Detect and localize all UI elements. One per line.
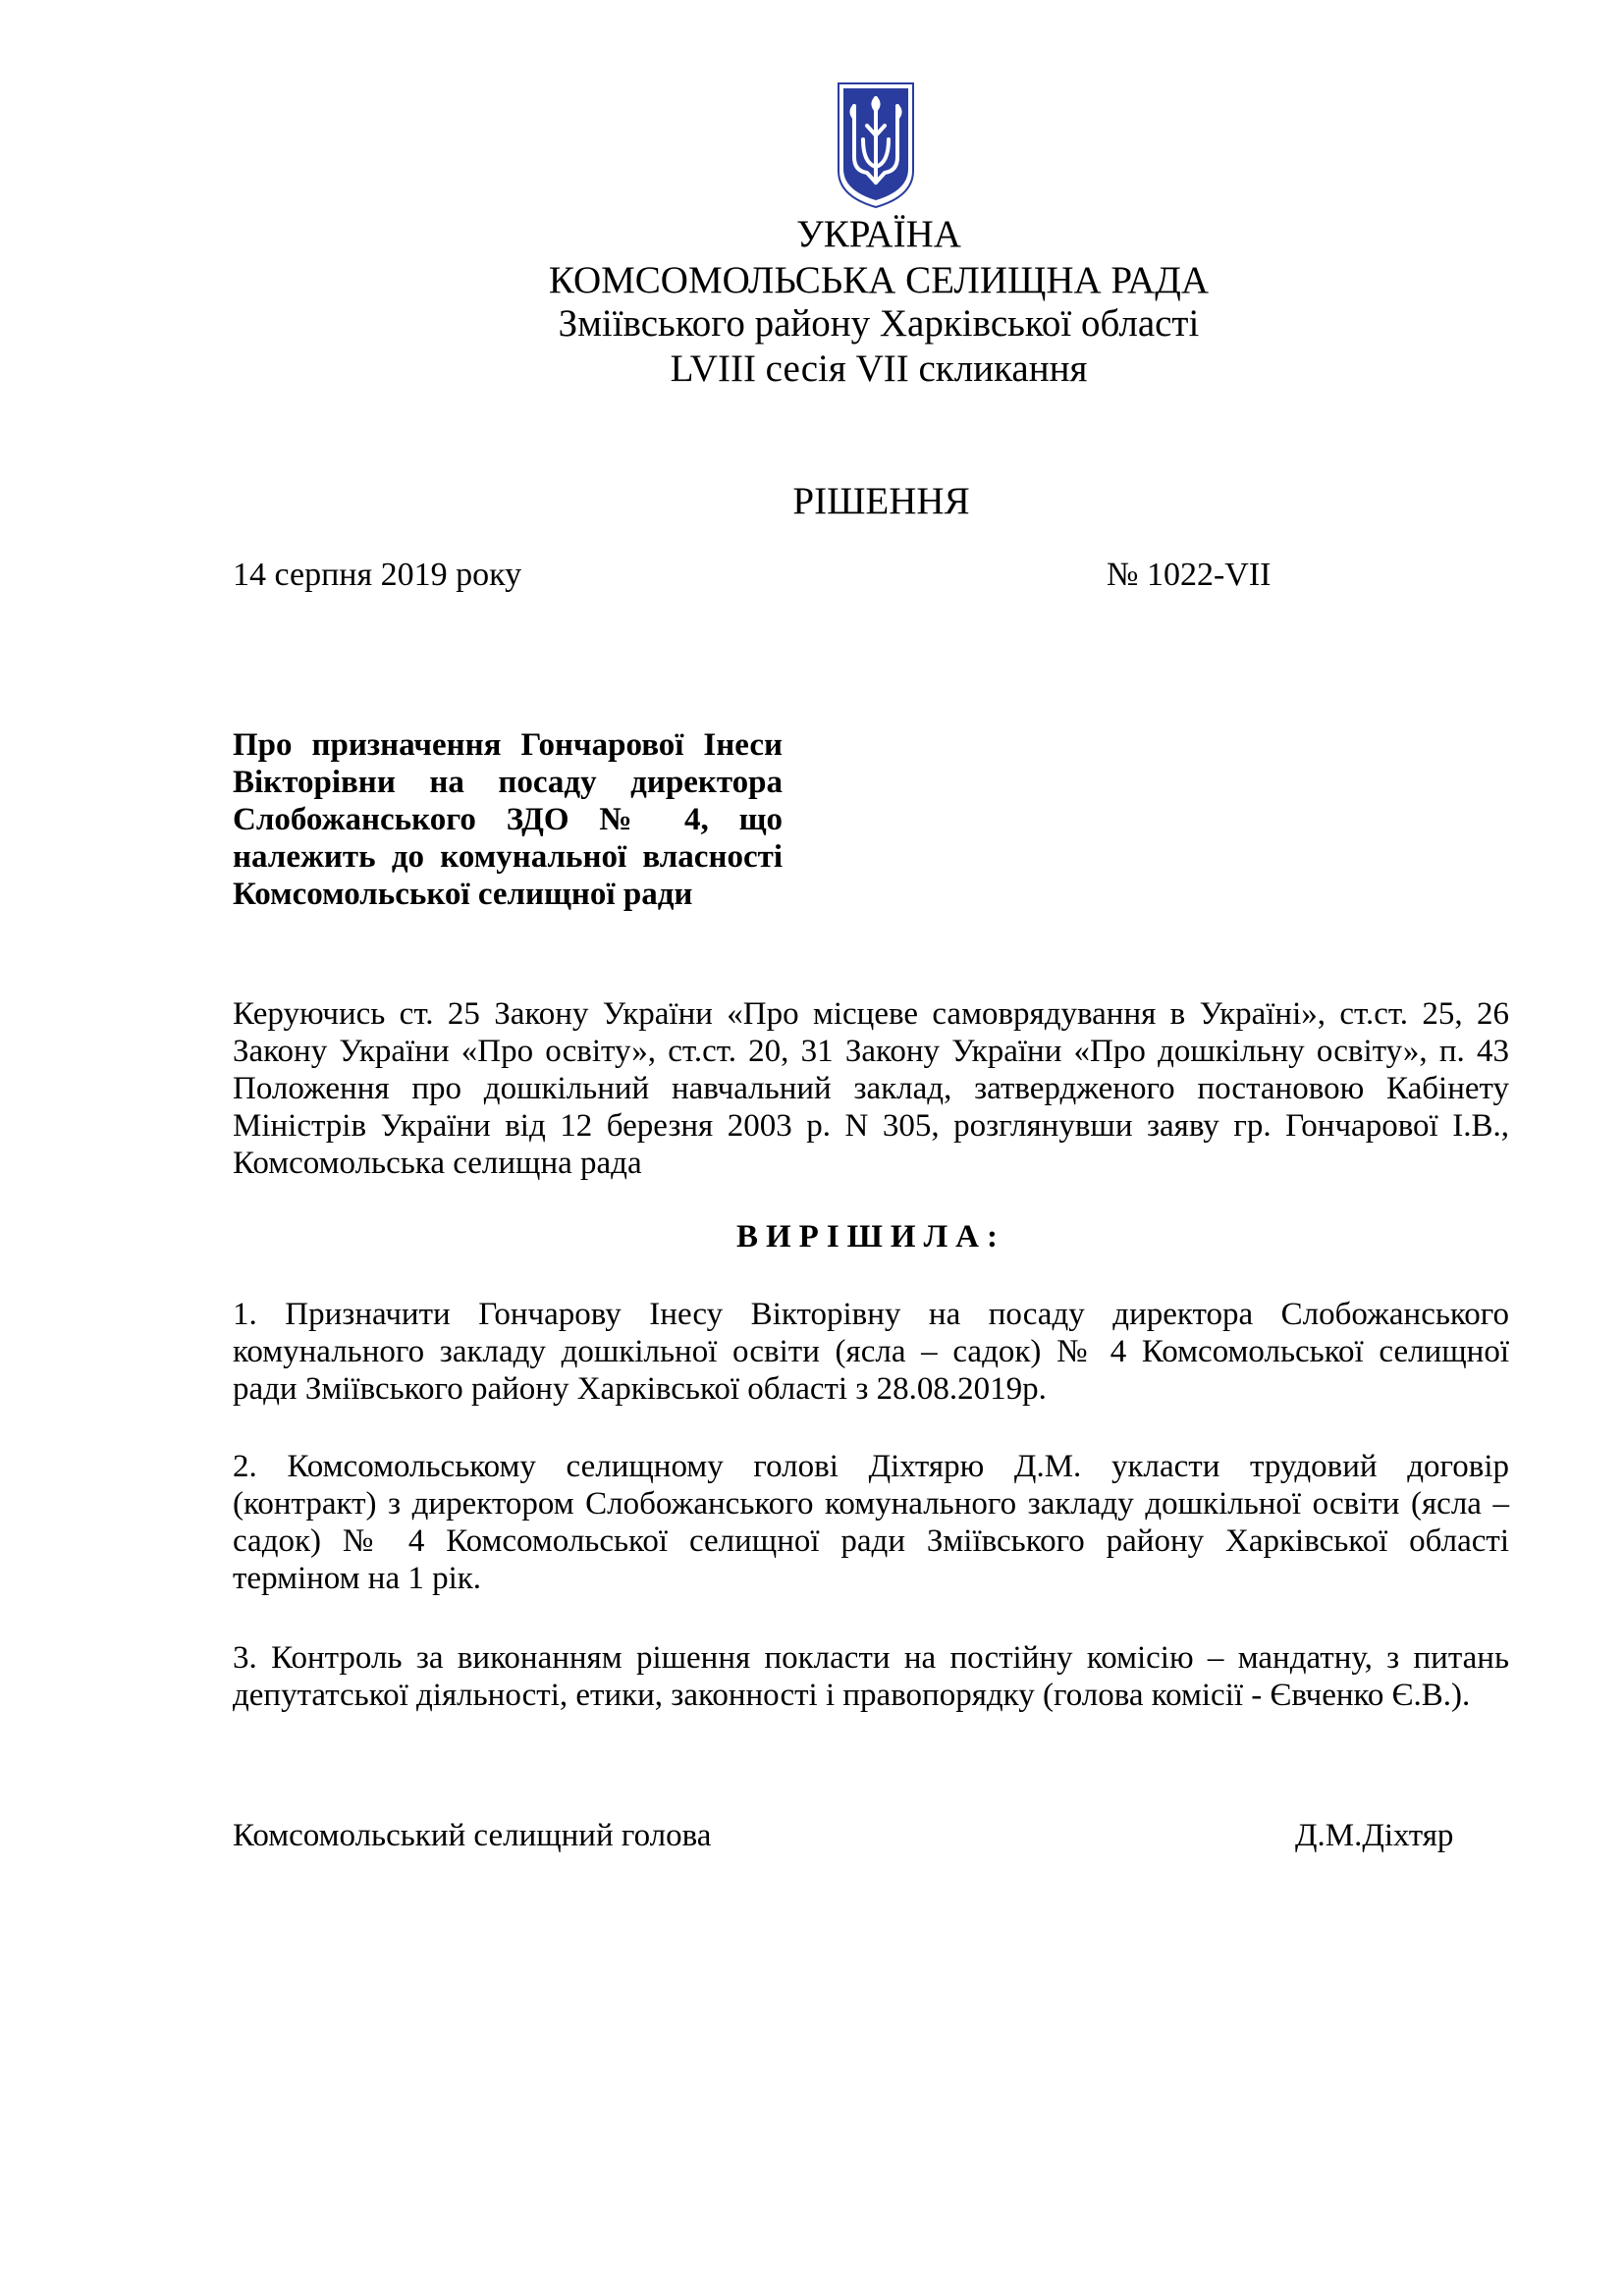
preamble-paragraph [233,995,1509,1182]
resolved-heading: ВИРІШИЛА: [736,1219,1005,1255]
item-line: терміном на 1 рік. [233,1561,482,1596]
item-line: 2. Комсомольському селищному голові Діхтярю Д.М. укласти трудовий договір [233,1449,1509,1484]
country-title: УКРАЇНА [796,213,961,255]
document-date: 14 серпня 2019 року [233,557,522,593]
preamble-line: Керуючись ст. 25 Закону України «Про місцеве самоврядування в Україні», ст.ст. 25, 26 [233,996,1509,1032]
preamble-line: Міністрів України від 12 березня 2003 р. N 305, розглянувши заяву гр. Гончарової І.В., [233,1108,1509,1144]
item-line: садок) № 4 Комсомольської селищної ради Зміївського району Харківської області [233,1523,1509,1559]
item-line: (контракт) з директором Слобожанського комунального закладу дошкільної освіти (ясла – [233,1486,1509,1522]
subject-line: Про призначення Гончарової Інеси [233,727,783,763]
organization-name: КОМСОМОЛЬСЬКА СЕЛИЩНА РАДА [548,259,1210,301]
subject-line: належить до комунальної власності [233,839,783,875]
item-line: ради Зміївського району Харківської області з 28.08.2019р. [233,1371,1047,1407]
ukraine-trident-emblem-icon [836,80,916,210]
signatory-position: Комсомольський селищний голова [233,1818,712,1853]
document-type-title: РІШЕННЯ [792,480,970,522]
document-number: № 1022-VII [1107,557,1272,593]
document-subject [233,726,783,913]
item-line: 3. Контроль за виконанням рішення покласти на постійну комісію – мандатну, з питань [233,1640,1509,1676]
subject-line: Слобожанського ЗДО № 4, що [233,802,783,837]
preamble-line: Комсомольська селищна рада [233,1146,642,1181]
item-line: 1. Призначити Гончарову Інесу Вікторівну на посаду директора Слобожанського [233,1297,1509,1332]
subject-line: Вікторівни на посаду директора [233,765,783,800]
decision-item-1 [233,1296,1509,1408]
session-info: LVIII сесія VII скликання [670,347,1088,390]
signatory-name: Д.М.Діхтяр [1295,1818,1454,1853]
item-line: депутатської діяльності, етики, законності і правопорядку (голова комісії - Євченко Є.В.). [233,1678,1471,1713]
decision-item-2 [233,1448,1509,1597]
preamble-line: Закону України «Про освіту», ст.ст. 20, 31 Закону України «Про дошкільну освіту», п. 43 [233,1034,1509,1069]
subject-line: Комсомольської селищної ради [233,877,693,912]
preamble-line: Положення про дошкільний навчальний заклад, затвердженого постановою Кабінету [233,1071,1509,1106]
item-line: комунального закладу дошкільної освіти (ясла – садок) № 4 Комсомольської селищної [233,1334,1509,1369]
district-name: Зміївського району Харківської області [558,302,1200,345]
decision-item-3 [233,1639,1509,1714]
